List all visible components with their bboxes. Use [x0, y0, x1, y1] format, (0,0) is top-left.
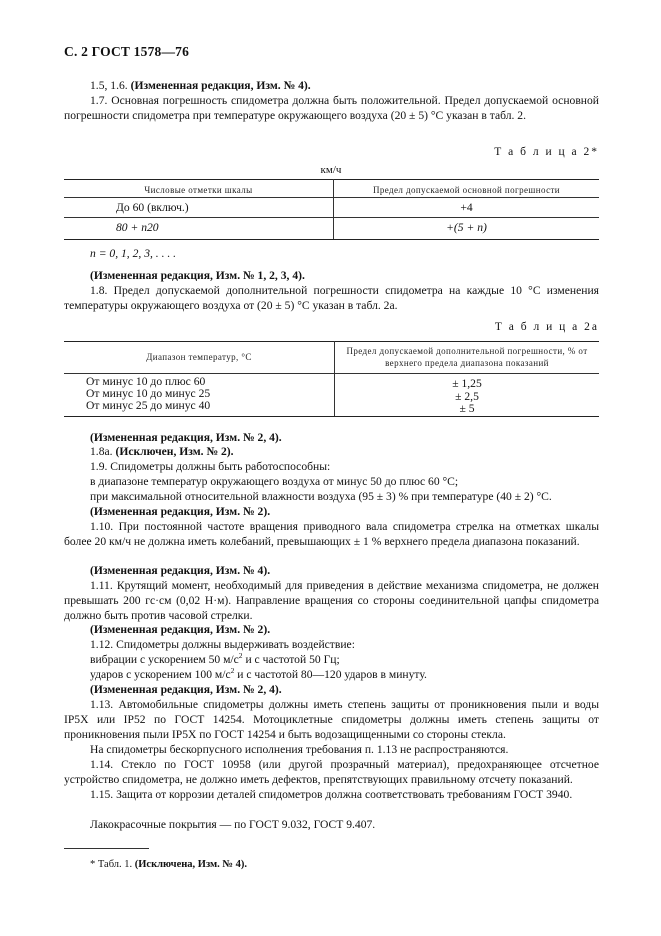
footnote-rule — [64, 848, 149, 849]
superscript: 2 — [238, 651, 243, 661]
table2-header-scale: Числовые отметки шкалы — [144, 185, 253, 195]
table2a-header-rule — [64, 373, 599, 374]
table2-caption: Т а б л и ц а 2* — [494, 146, 599, 158]
table2a-row3-range: От минус 25 до минус 40 — [86, 399, 211, 412]
revision-note-1234: (Измененная редакция, Изм. № 1, 2, 3, 4). — [90, 269, 305, 282]
para-1-15: 1.15. Защита от коррозии деталей спидометров должна соответствовать требованиям ГОСТ 3940. — [90, 788, 573, 801]
table2-top-rule — [64, 179, 599, 180]
table2-row2-scale: 80 + n20 — [116, 221, 159, 234]
table2-header-error: Предел допускаемой основной погрешности — [372, 185, 561, 195]
para-1-12-vibration — [64, 653, 599, 668]
footnote-note: (Исключена, Изм. № 4). — [134, 859, 247, 870]
para-number: 1.5, 1.6. — [90, 79, 128, 92]
revision-note: (Исключен, Изм. № 2). — [115, 445, 234, 458]
para-1-13-exception: На спидометры бескорпусного исполнения требования п. 1.13 не распространяются. — [90, 743, 509, 756]
revision-note-2-b: (Измененная редакция, Изм. № 2). — [90, 623, 271, 636]
footnote-text: * Табл. 1. — [90, 859, 135, 870]
table2-row2-error: +(5 + n) — [446, 221, 487, 234]
para-1-8a — [64, 445, 599, 460]
table2a-header-range: Диапазон температур, °С — [146, 352, 252, 362]
para-1-9-temperature: в диапазоне температур окружающего воздуха от минус 50 до плюс 60 °С; — [90, 475, 459, 488]
para-1-14: 1.14. Стекло по ГОСТ 10958 (или другой прозрачный материал), предохраняющее отсчетное устройство спидометра, не должно иметь дефектов, препятствующих правильному отсчету показаний. — [64, 758, 599, 786]
footnote — [64, 858, 599, 873]
revision-note-2-a: (Измененная редакция, Изм. № 2). — [90, 505, 271, 518]
table2-row-rule — [64, 217, 599, 218]
vibration-text-end: и с частотой 50 Гц; — [242, 653, 340, 666]
superscript: 2 — [230, 666, 235, 676]
revision-note-24-a: (Измененная редакция, Изм. № 2, 4). — [90, 431, 282, 444]
table2-unit: км/ч — [320, 164, 342, 176]
para-1-9-humidity: при максимальной относительной влажности воздуха (95 ± 3) % при температуре (40 ± 2) °С. — [90, 490, 552, 503]
table2a-row2-error: ± 2,5 — [455, 390, 479, 403]
table2a-bottom-rule — [64, 416, 599, 417]
n-note: n = 0, 1, 2, 3, . . . . — [90, 247, 177, 260]
para-number: 1.8а. — [90, 445, 113, 458]
table2-header-rule — [64, 197, 599, 198]
para-1-9: 1.9. Спидометры должны быть работоспособны: — [90, 460, 331, 473]
page-header: С. 2 ГОСТ 1578—76 — [64, 44, 190, 59]
revision-note-24-b: (Измененная редакция, Изм. № 2, 4). — [90, 683, 282, 696]
para-1-12: 1.12. Спидометры должны выдерживать воздействие: — [90, 638, 355, 651]
table2a-row3-error: ± 5 — [459, 402, 475, 415]
revision-note: (Измененная редакция, Изм. № 4). — [130, 79, 311, 92]
table2a-caption: Т а б л и ц а 2а — [494, 321, 599, 333]
para-1-10: 1.10. При постоянной частоте вращения приводного вала спидометра стрелка на отметках шкалы более 20 км/ч не должна иметь колебаний, превышающих ± 1 % верхнего предела диапазона показаний. — [64, 520, 599, 548]
table2a-header-error: Предел допускаемой дополнительной погрешности, % от верхнего предела диапазона показаний — [346, 346, 588, 368]
para-1-8: 1.8. Предел допускаемой дополнительной погрешности спидометра на каждые 10 °С изменения температуры окружающего воздуха от (20 ± 5) °С указан в табл. 2а. — [64, 284, 599, 312]
para-1-7: 1.7. Основная погрешность спидометра должна быть положительной. Предел допускаемой основной погрешности спидометра при температуре окружающего воздуха (20 ± 5) °С указан в табл. 2. — [64, 94, 599, 122]
table2a-row2-range: От минус 10 до минус 25 — [86, 387, 211, 400]
para-1-15-coatings: Лакокрасочные покрытия — по ГОСТ 9.032, ГОСТ 9.407. — [90, 818, 376, 831]
table2a-row1-error: ± 1,25 — [452, 377, 482, 390]
shock-text: ударов с ускорением 100 м/с — [90, 668, 231, 681]
table2a-row1-range: От минус 10 до плюс 60 — [86, 375, 206, 388]
para-1-11: 1.11. Крутящий момент, необходимый для приведения в действие механизма спидометра, не должен превышать 200 гс·см (0,02 Н·м). Направление вращения со стороны соединительной цапфы спидометра должно быть против часовой стрелки. — [64, 579, 599, 622]
para-1-13: 1.13. Автомобильные спидометры должны иметь степень защиты от проникновения пыли и воды IP5X или IP52 по ГОСТ 14254. Мотоциклетные спидометры должны иметь степень защиты от проникновения пыли IP5X по ГОСТ 14254 и быть водозащищенными со стороны стекла. — [64, 698, 599, 741]
para-1-12-shock — [64, 668, 599, 683]
vibration-text: вибрации с ускорением 50 м/с — [90, 653, 239, 666]
para-1-5-1-6 — [64, 79, 599, 94]
table2a-top-rule — [64, 341, 599, 342]
shock-text-end: и с частотой 80—120 ударов в минуту. — [234, 668, 427, 681]
table2-row1-scale: До 60 (включ.) — [116, 201, 189, 214]
table2-bottom-rule — [64, 239, 599, 240]
revision-note-4-a: (Измененная редакция, Изм. № 4). — [90, 564, 271, 577]
table2-row1-error: +4 — [460, 201, 473, 214]
